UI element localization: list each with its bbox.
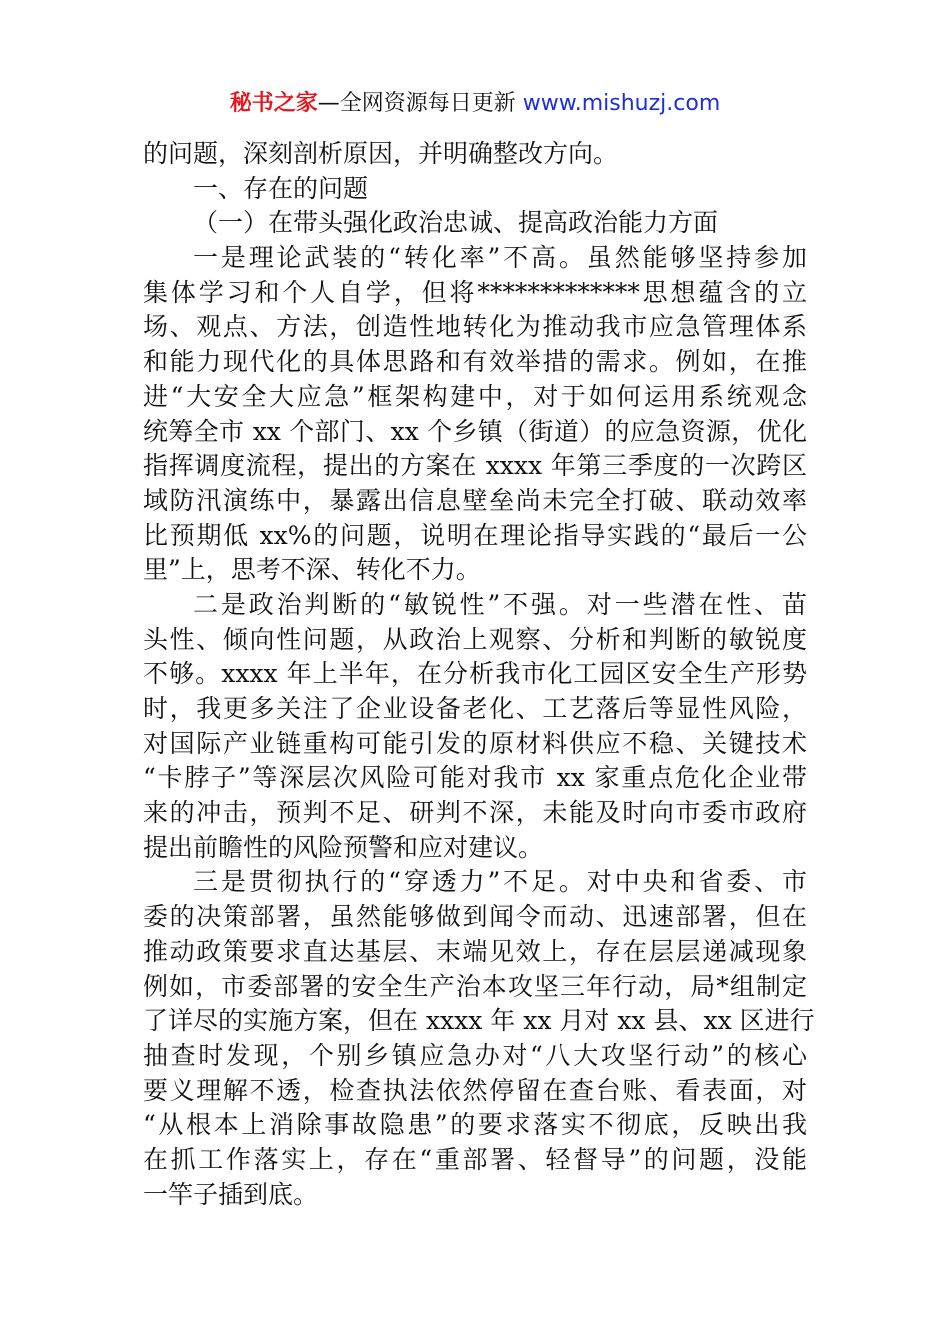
- paragraph-line: 抽查时发现，个别乡镇应急办对“八大攻坚行动”的核心: [143, 1040, 807, 1070]
- paragraph-line: 域防汛演练中，暴露出信息壁垒尚未完全打破、联动效率: [143, 485, 807, 515]
- paragraph-line: 里”上，思考不深、转化不力。: [143, 555, 481, 585]
- paragraph-line: 进“大安全大应急”框架构建中，对于如何运用系统观念: [143, 381, 807, 411]
- paragraph-line: “从根本上消除事故隐患”的要求落实不彻底，反映出我: [143, 1110, 807, 1140]
- paragraph-line: 比预期低 xx%的问题，说明在理论指导实践的“最后一公: [143, 520, 807, 550]
- paragraph-line: 统筹全市 xx 个部门、xx 个乡镇（街道）的应急资源，优化: [143, 416, 807, 446]
- section-heading: 一、存在的问题: [193, 173, 369, 203]
- header-tagline: —全网资源每日更新: [317, 91, 523, 116]
- brand-name: 秘书之家: [229, 91, 318, 116]
- paragraph-line: 场、观点、方法，创造性地转化为推动我市应急管理体系: [143, 312, 807, 342]
- paragraph-line: 集体学习和个人自学，但将*************思想蕴含的立: [143, 277, 807, 307]
- paragraph-line: 来的冲击，预判不足、研判不深，未能及时向市委市政府: [143, 798, 807, 828]
- site-header: [0, 88, 950, 120]
- site-url-link[interactable]: www.mishuzj.com: [522, 91, 721, 116]
- paragraph-line: 提出前瞻性的风险预警和应对建议。: [143, 832, 544, 862]
- paragraph-line: 不够。xxxx 年上半年，在分析我市化工园区安全生产形势: [143, 659, 807, 689]
- document-body: [143, 137, 815, 1212]
- paragraph-line: 在抓工作落实上，存在“重部署、轻督导”的问题，没能: [143, 1144, 807, 1174]
- paragraph-line: 指挥调度流程，提出的方案在 xxxx 年第三季度的一次跨区: [143, 451, 807, 481]
- paragraph-line: 头性、倾向性问题，从政治上观察、分析和判断的敏锐度: [143, 624, 807, 654]
- paragraph-line: 要义理解不透，检查执法依然停留在查台账、看表面，对: [143, 1075, 807, 1105]
- paragraph-line: 二是政治判断的“敏锐性”不强。对一些潜在性、苗: [193, 589, 807, 619]
- paragraph-line: 了详尽的实施方案，但在 xxxx 年 xx 月对 xx 县、xx 区进行: [143, 1006, 815, 1036]
- paragraph-line: 推动政策要求直达基层、末端见效上，存在层层递减现象: [143, 936, 807, 966]
- paragraph-line: 和能力现代化的具体思路和有效举措的需求。例如，在推: [143, 347, 807, 377]
- subsection-heading: （一）在带头强化政治忠诚、提高政治能力方面: [193, 208, 719, 238]
- paragraph-line: “卡脖子”等深层次风险可能对我市 xx 家重点危化企业带: [143, 763, 807, 793]
- paragraph-line: 一竿子插到底。: [143, 1179, 319, 1209]
- paragraph-line: 对国际产业链重构可能引发的原材料供应不稳、关键技术: [143, 728, 807, 758]
- paragraph-line: 的问题，深刻剖析原因，并明确整改方向。: [143, 139, 619, 168]
- paragraph-line: 三是贯彻执行的“穿透力”不足。对中央和省委、市: [193, 867, 807, 897]
- paragraph-line: 一是理论武装的“转化率”不高。虽然能够坚持参加: [193, 243, 807, 273]
- paragraph-line: 委的决策部署，虽然能够做到闻令而动、迅速部署，但在: [143, 902, 807, 932]
- paragraph-line: 时，我更多关注了企业设备老化、工艺落后等显性风险，: [143, 694, 807, 723]
- paragraph-line: 例如，市委部署的安全生产治本攻坚三年行动，局*组制定: [143, 971, 807, 1001]
